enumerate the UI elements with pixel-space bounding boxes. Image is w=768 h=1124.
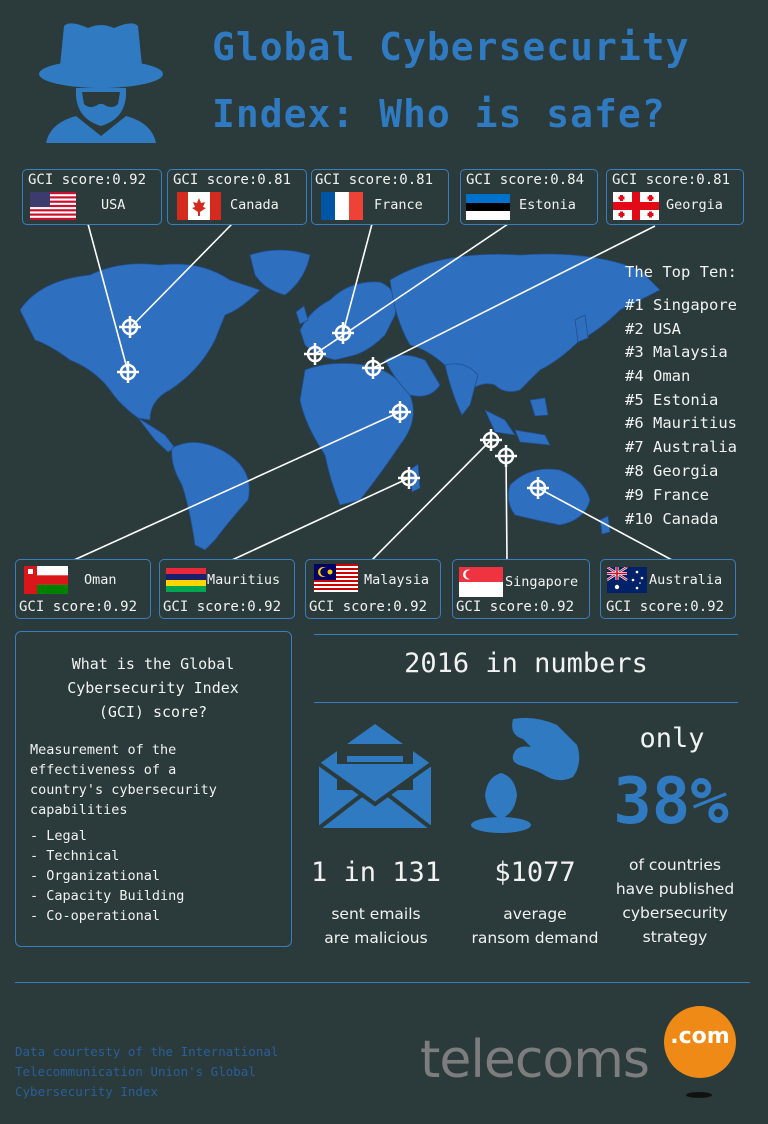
stat3-value: 38% (613, 765, 729, 839)
stat2-value: $1077 (494, 857, 576, 888)
gci-score: GCI score:0.81 (315, 172, 434, 188)
target-marker-oman (389, 401, 411, 423)
question-line: What is the Global (71, 655, 235, 673)
caption-line: cybersecurity (622, 904, 728, 922)
list-item: - Capacity Building (30, 888, 185, 904)
gci-score: GCI score:0.92 (28, 172, 147, 188)
stat3-prefix: only (639, 723, 705, 754)
country-card-oman (15, 559, 151, 619)
target-marker-usa (117, 361, 139, 383)
top-ten-item: #2 USA (625, 320, 681, 338)
france-flag-icon (321, 192, 363, 220)
description-line: Measurement of the (30, 742, 177, 758)
stat1-caption (296, 902, 456, 950)
country-name: Malaysia (364, 572, 430, 588)
description-line: effectiveness of a (30, 762, 177, 778)
credit-line: Data courtesty of the International (15, 1044, 279, 1059)
question-line: (GCI) score? (98, 703, 208, 721)
gci-capabilities-list (30, 826, 184, 926)
country-name: Oman (84, 572, 117, 588)
top-ten-item: #5 Estonia (625, 391, 719, 409)
question-line: Cybersecurity Index (67, 679, 239, 697)
top-ten-item: #1 Singapore (625, 296, 737, 314)
logo-wordmark: telecoms (420, 1030, 649, 1090)
stat2-caption (460, 902, 610, 950)
stat1-value: 1 in 131 (310, 857, 442, 888)
credit-line: Telecommunication Union's Global (15, 1064, 256, 1079)
gci-score: GCI score:0.81 (612, 172, 731, 188)
country-card-singapore (452, 559, 590, 619)
top-ten-item: #3 Malaysia (625, 343, 728, 361)
estonia-flag-icon (466, 194, 510, 220)
oman-flag-icon (24, 566, 68, 594)
top-ten-item: #6 Mauritius (625, 414, 737, 432)
target-marker-france (304, 343, 326, 365)
target-marker-singapore (495, 445, 517, 467)
country-card-usa (22, 169, 162, 225)
top-ten-item: #4 Oman (625, 367, 691, 385)
country-card-australia (600, 559, 736, 619)
credit-line: Cybersecurity Index (15, 1084, 158, 1099)
country-name: USA (101, 197, 126, 213)
country-card-georgia (606, 169, 744, 225)
description-line: capabilities (30, 802, 128, 818)
top-ten-heading: The Top Ten: (625, 263, 737, 281)
data-credit (15, 1042, 278, 1102)
gci-score: GCI score:0.81 (173, 172, 292, 188)
country-name: France (374, 197, 423, 213)
description-line: country's cybersecurity (30, 782, 217, 798)
logo-shadow (686, 1092, 712, 1098)
canada-flag-icon (177, 192, 221, 220)
country-name: Mauritius (207, 572, 281, 588)
country-card-canada (167, 169, 307, 225)
numbers-heading: 2016 in numbers (404, 648, 648, 679)
singapore-flag-icon (459, 567, 503, 597)
caption-line: strategy (642, 928, 708, 946)
gci-score: GCI score:0.84 (466, 172, 585, 188)
logo-badge (664, 1006, 736, 1078)
caption-line: have published (615, 880, 735, 898)
title-line-1: Global Cybersecurity (212, 25, 690, 69)
country-name: Estonia (519, 197, 576, 213)
gci-score: GCI score:0.92 (606, 599, 725, 615)
list-item: - Co-operational (30, 908, 161, 924)
title-line-2: Index: Who is safe? (212, 92, 666, 136)
list-item: - Organizational (30, 868, 161, 884)
target-marker-georgia (362, 357, 384, 379)
country-card-mauritius (159, 559, 295, 619)
country-name: Singapore (505, 574, 579, 590)
australia-flag-icon (607, 567, 647, 593)
usa-flag-icon (30, 192, 76, 220)
top-ten-item: #9 France (625, 486, 709, 504)
gci-score: GCI score:0.92 (163, 599, 282, 615)
top-ten-item: #8 Georgia (625, 462, 719, 480)
country-name: Australia (649, 572, 723, 588)
gci-description (30, 740, 217, 820)
gci-score: GCI score:0.92 (456, 599, 575, 615)
caption-line: average (503, 905, 567, 923)
malaysia-flag-icon (314, 564, 358, 592)
stat3-caption (600, 853, 750, 949)
footer-divider (15, 982, 750, 983)
target-marker-australia (527, 477, 549, 499)
country-card-france (311, 169, 449, 225)
list-item: - Legal (30, 828, 87, 844)
gci-info-box (15, 631, 292, 947)
country-name: Canada (230, 197, 279, 213)
caption-line: are malicious (324, 929, 428, 947)
country-card-malaysia (305, 559, 441, 619)
divider (314, 702, 738, 703)
caption-line: ransom demand (471, 929, 599, 947)
country-card-estonia (460, 169, 598, 225)
country-name: Georgia (666, 197, 723, 213)
divider (314, 634, 738, 635)
envelope-icon (315, 716, 435, 832)
top-ten-item: #7 Australia (625, 438, 737, 456)
gci-question (16, 652, 290, 724)
target-marker-mauritius (398, 467, 420, 489)
list-item: - Technical (30, 848, 120, 864)
gci-score: GCI score:0.92 (309, 599, 428, 615)
gci-score: GCI score:0.92 (19, 599, 138, 615)
caption-line: of countries (629, 856, 721, 874)
hand-coin-icon (465, 715, 585, 833)
mauritius-flag-icon (166, 568, 206, 592)
caption-line: sent emails (331, 905, 421, 923)
georgia-flag-icon (613, 192, 659, 220)
logo-badge-text: .com (670, 1024, 730, 1049)
top-ten-item: #10 Canada (625, 510, 719, 528)
